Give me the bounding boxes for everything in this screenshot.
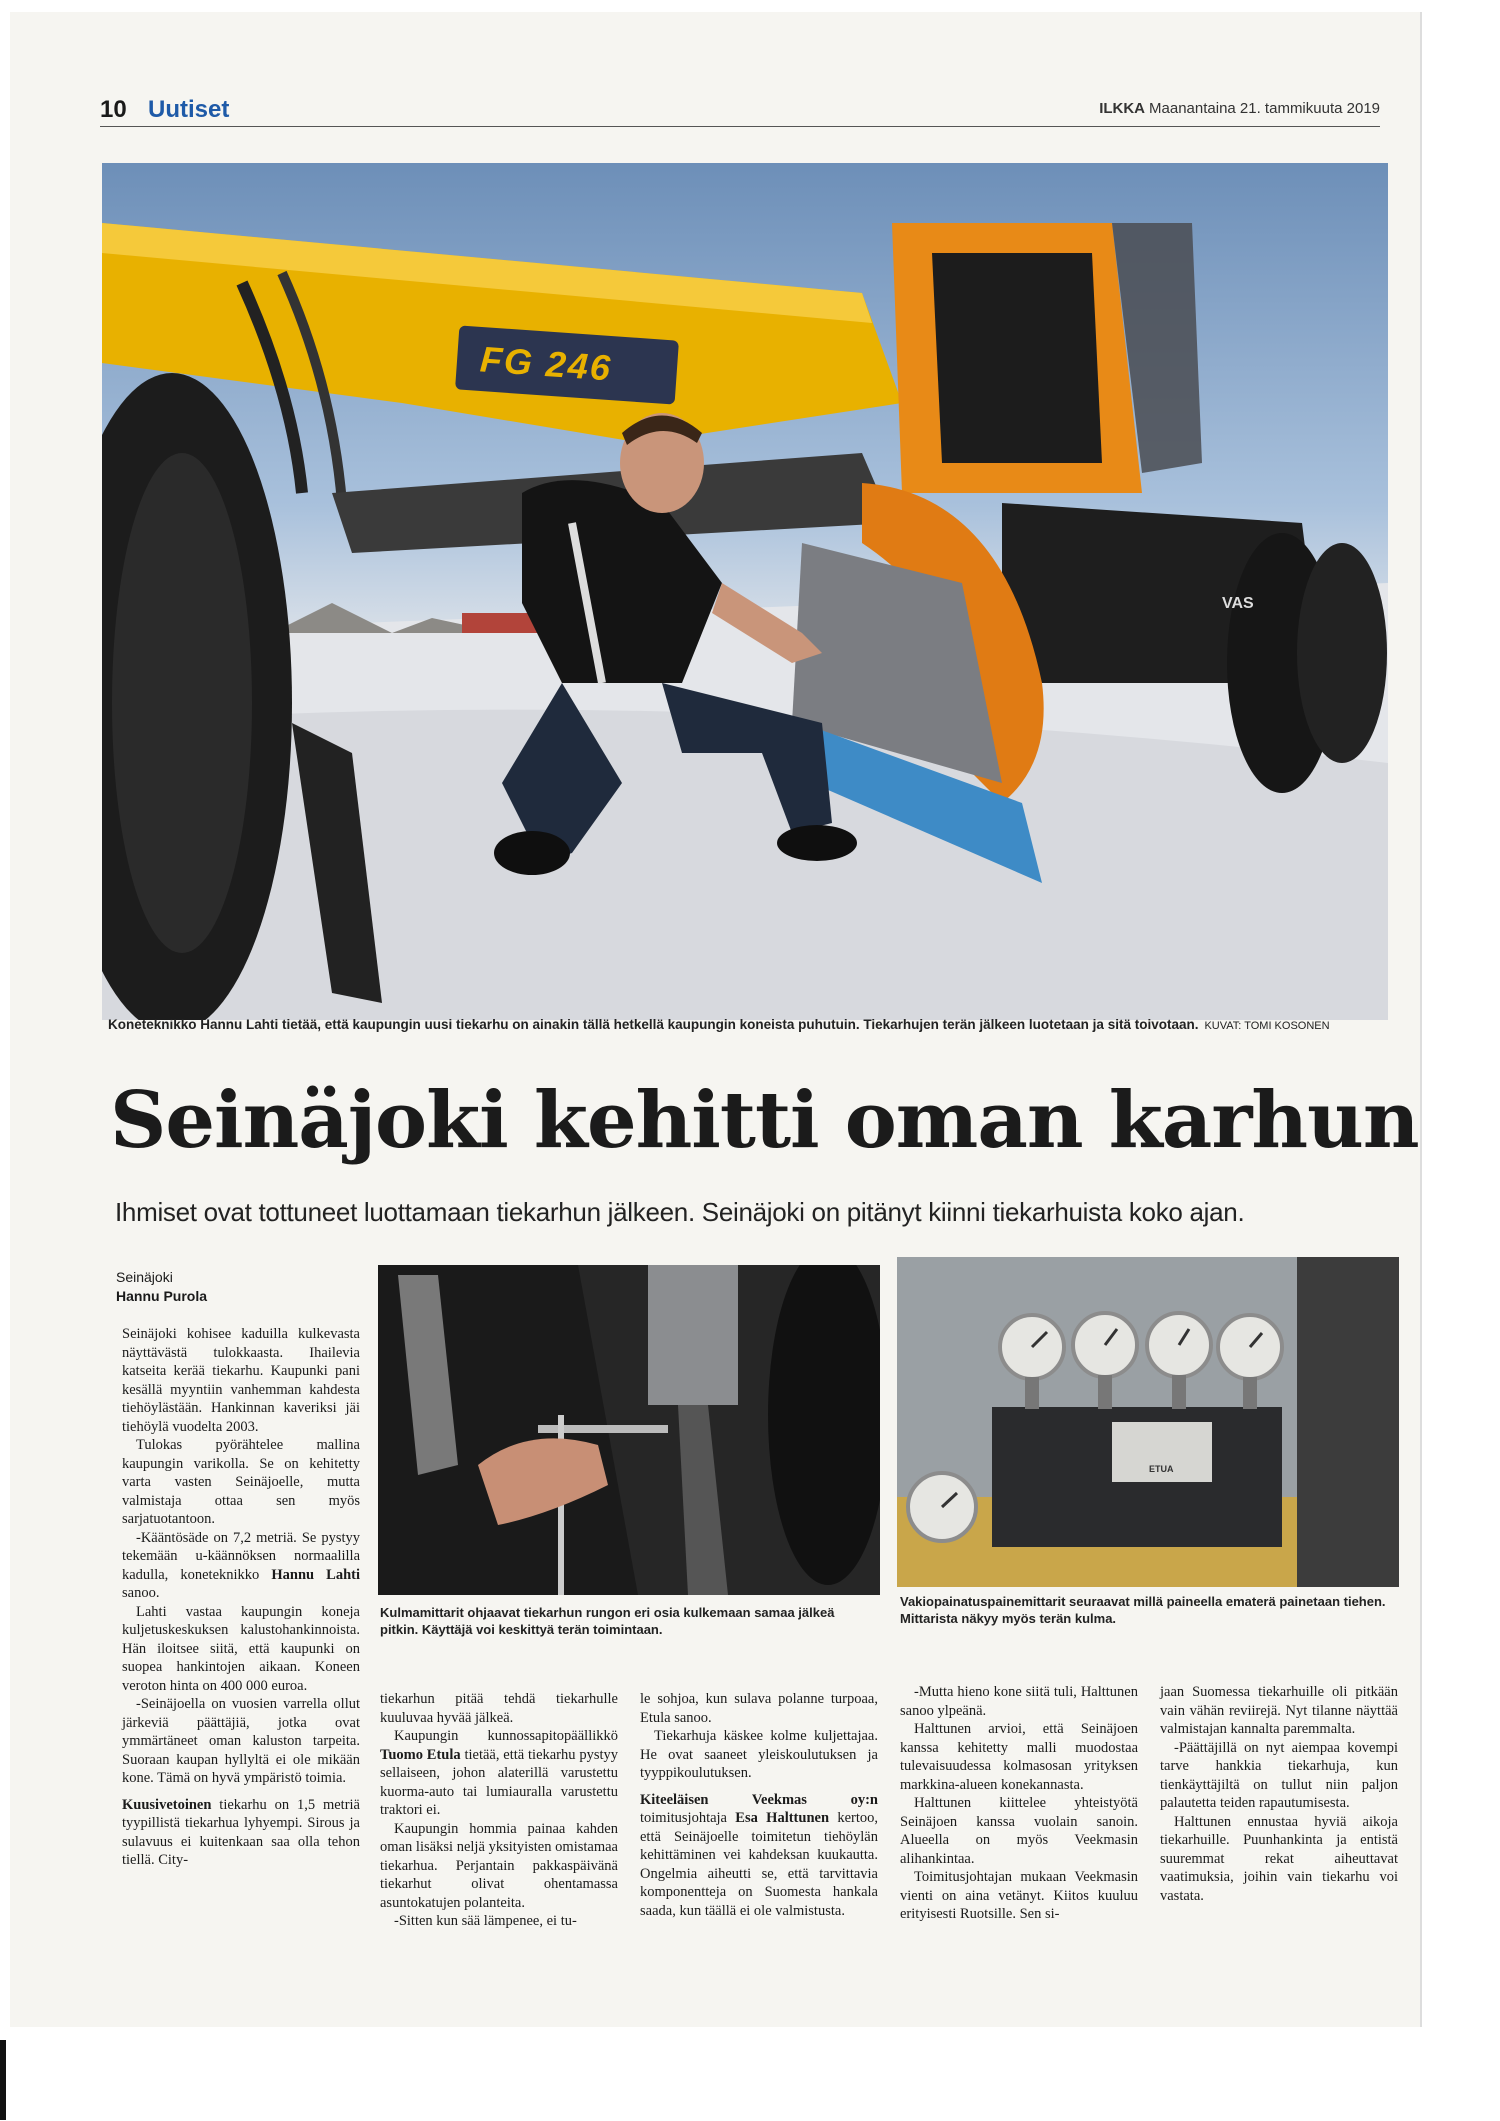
photo-credit: KUVAT: TOMI KOSONEN: [1204, 1020, 1330, 1032]
paragraph: Halttunen ennustaa hyviä aikoja tiekarhuille. Puunhankinta ja entistä suuremmat rekat aiheuttavat vaatimuksia, joihin vain tiekarhu voi vastata.: [1160, 1813, 1398, 1904]
paragraph: Halttunen kiittelee yhteistyötä Seinäjoen kanssa vuolain sanoin. Alueella on myös Veekmasin alihankintaa.: [900, 1795, 1138, 1867]
article-column-4: [900, 1683, 1138, 1924]
subhead-word: Kuusivetoinen: [122, 1796, 212, 1813]
angle-gauge-caption: Kulmamittarit ohjaavat tiekarhun rungon eri osia kulkemaan samaa jälkeä pitkin. Käyttäjä voi keskittyä terän toimintaan.: [380, 1605, 835, 1637]
article-column-5: [1160, 1683, 1398, 1905]
paragraph-text: Kaupungin kunnossapitopäällikkö: [394, 1728, 618, 1744]
person-name: Hannu Lahti: [271, 1566, 360, 1583]
main-photo-caption: [108, 1017, 1388, 1032]
paragraph: -Sitten kun sää lämpenee, ei tu-: [394, 1913, 577, 1929]
author: Hannu Purola: [116, 1288, 208, 1304]
article-column-2: [380, 1690, 618, 1931]
device-label: ETUA: [1149, 1464, 1174, 1474]
paragraph: Tiekarhuja käskee kolme kuljettajaa. He ovat saaneet yleiskoulutuksen ja tyyppikoulutuksen.: [640, 1728, 878, 1781]
paragraph: [122, 1529, 360, 1603]
scan-edge: [0, 2040, 6, 2120]
person-name: Tuomo Etula: [380, 1746, 461, 1763]
angle-gauge-photo: [378, 1265, 880, 1595]
pressure-gauge-caption: Vakiopainatuspainemittarit seuraavat millä paineella ematerä painetaan tiehen. Mittarista näkyy myös terän kulma.: [900, 1594, 1386, 1626]
paragraph-text: sanoo.: [122, 1585, 160, 1601]
paragraph: -Päättäjillä on nyt aiempaa kovempi tarve hankkia tiekarhuja, kun tienkäyttäjiltä on tullut niin paljon palautetta teiden rapautumisesta.: [1160, 1739, 1398, 1811]
article-column-1: [122, 1325, 360, 1870]
paragraph: le sohjoa, kun sulava polanne turpoaa, Etula sanoo.: [640, 1691, 878, 1726]
paragraph: [640, 1791, 878, 1921]
paragraph: [380, 1727, 618, 1820]
paragraph-text: toimitusjohtaja: [640, 1810, 736, 1826]
dateline: Seinäjoki: [116, 1269, 173, 1285]
brand-text: VAS: [1222, 595, 1254, 612]
byline: [116, 1268, 207, 1306]
paragraph-text: -Kääntösäde on 7,2 metriä. Se pystyy tekemään u-käännöksen normaalilla kadulla, koneteknikko: [122, 1529, 360, 1583]
machine-label: FG 246: [478, 338, 614, 389]
issue-info: [1099, 100, 1380, 117]
paragraph: Kaupungin hommia painaa kahden oman lisäksi neljä yksityisten omistamaa tiekarhua. Perjantain pakkaspäivänä tiekarhut olivat ohentamassa asuntokatujen polanteita.: [380, 1820, 618, 1911]
paragraph: -Mutta hieno kone siitä tuli, Halttunen sanoo ylpeänä.: [900, 1684, 1138, 1719]
issue-date: Maanantaina 21. tammikuuta 2019: [1149, 100, 1380, 117]
company-name: Kiteeläisen Veekmas oy:n: [640, 1791, 878, 1808]
paragraph: Halttunen arvioi, että Seinäjoen kanssa kehitetty malli muodostaa tulevaisuudessa kolmasosan yrityksen markkina-alueen konekannasta.: [900, 1721, 1138, 1793]
road-grader-illustration: [102, 163, 1388, 1020]
paragraph: Lahti vastaa kaupungin koneja kuljetuskeskuksen kalustohankinnoista. Hän iloitsee siitä, että kaupunki on suopea hankintojen aikaan. Koneen veroton hinta on 400 000 euroa.: [122, 1603, 360, 1694]
paragraph: Seinäjoki kohisee kaduilla kulkevasta näyttävästä tulokkaasta. Ihailevia katseita kerää tiekarhu. Kaupunki pani kesällä myyntiin vanhemman kahdesta tiehöylästään. Hankinnan kaveriksi jäi tiehöylä vuodelta 2003.: [122, 1326, 360, 1435]
paragraph: Toimitusjohtajan mukaan Veekmasin vienti on aina vetänyt. Kiitos kuuluu erityisesti Ruotsille. Sen si-: [900, 1869, 1138, 1922]
main-photo: [102, 163, 1388, 1020]
paper-name: ILKKA: [1099, 100, 1146, 117]
lead-paragraph: Ihmiset ovat tottuneet luottamaan tiekarhun jälkeen. Seinäjoki on pitänyt kiinni tiekarhuista koko ajan.: [115, 1197, 1245, 1227]
page-number: 10: [100, 96, 127, 123]
paragraph-text: kertoo, että Seinäjoelle toimitetun tiehöylän kehittäminen vei kahdeksan kuukautta. Ongelmia aiheutti se, että tarvittavia komponentteja on Suomesta hankala saada, kun täällä ei ole valmistusta.: [640, 1810, 878, 1919]
article-column-3: [640, 1690, 878, 1920]
paragraph: [122, 1796, 360, 1870]
section-name: Uutiset: [148, 96, 230, 123]
paragraph-text: tiekarhu on 1,5 metriä tyypillistä tiekarhua lyhyempi. Sirous ja sulavuus ei kuitenkaan saa olla tehon tiellä. City-: [122, 1796, 360, 1868]
pressure-gauges-illustration: [897, 1257, 1399, 1587]
headline: Seinäjoki kehitti oman karhun: [110, 1075, 1419, 1166]
person-name: Esa Halttunen: [735, 1810, 830, 1826]
page-header: [100, 92, 1380, 127]
paragraph: tiekarhun pitää tehdä tiekarhulle kuuluvaa hyvää jälkeä.: [380, 1691, 618, 1726]
paragraph-text: tietää, että tiekarhu pystyy sellaiseen, johon alaterillä varustettu kuorma-auto tai lumiauralla varustettu traktori ei.: [380, 1746, 618, 1818]
pressure-gauge-photo: [897, 1257, 1399, 1587]
paragraph: Tulokas pyörähtelee mallina kaupungin varikolla. Se on kehitetty varta vasten Seinäjoelle, mutta valmistaja ottaa sen myös sarjatuotantoon.: [122, 1437, 360, 1527]
angle-gauge-illustration: [378, 1265, 880, 1595]
paragraph: jaan Suomessa tiekarhuille oli pitkään vain vähän reviirejä. Nyt tilanne näyttää valmistajan kannalta paremmalta.: [1160, 1684, 1398, 1737]
caption-text: Koneteknikko Hannu Lahti tietää, että kaupungin uusi tiekarhu on ainakin tällä hetkellä kaupungin koneista puhutuin. Tiekarhujen terän jälkeen luotetaan ja sitä toivotaan.: [108, 1017, 1199, 1032]
paragraph: -Seinäjoella on vuosien varrella ollut järkeviä päättäjiä, jotka ovat ymmärtäneet oman kaluston tarpeita. Suoraan kaupan hyllyltä ei ole mikään kone. Tämä on hyvä ympäristö toimia.: [122, 1696, 360, 1786]
